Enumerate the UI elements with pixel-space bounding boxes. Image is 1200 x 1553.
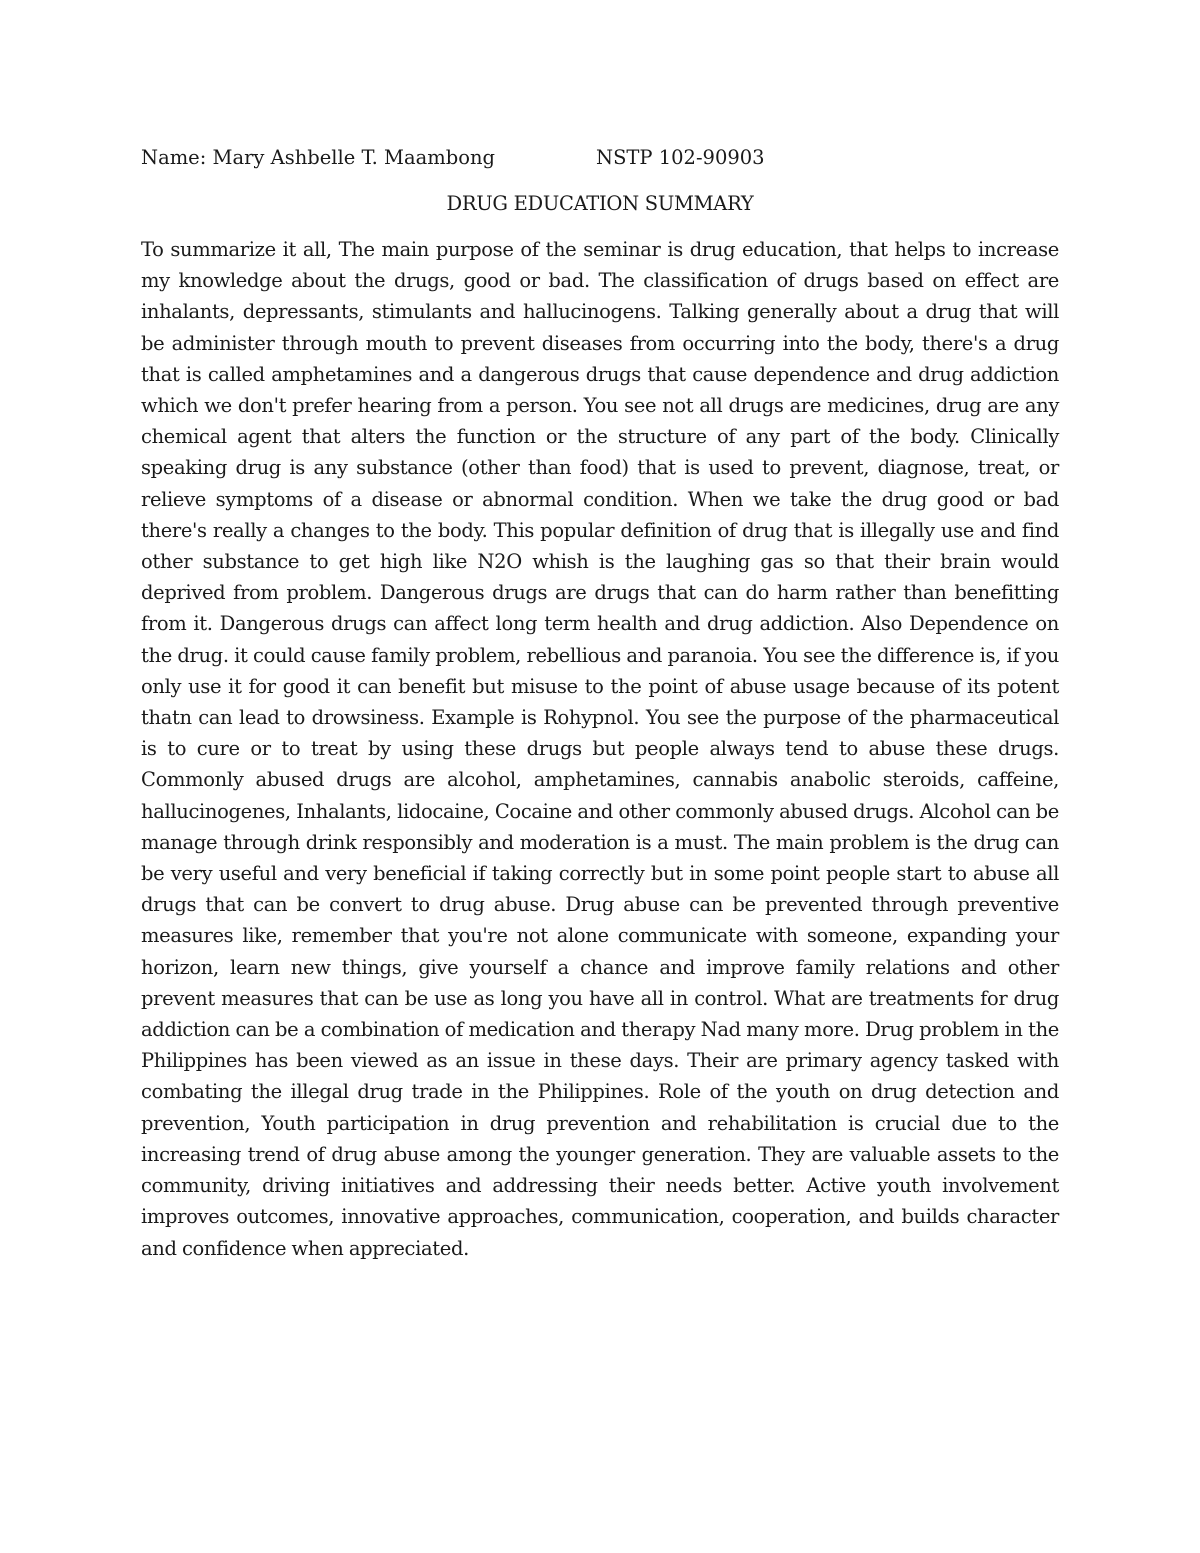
student-name: Name: Mary Ashbelle T. Maambong bbox=[141, 146, 496, 169]
summary-paragraph: To summarize it all, The main purpose of the seminar is drug education, that helps to increase my knowledge about the drugs, good or bad. The classification of drugs based on effect are inhalants, depressants, stimulants and hallucinogens. Talking generally about a drug that will be administer through mouth to prevent diseases from occurring into the body, there's a drug that is called amphetamines and a dangerous drugs that cause dependence and drug addiction which we don't prefer hearing from a person. You see not all drugs are medicines, drug are any chemical agent that alters the function or the structure of any part of the body. Clinically speaking drug is any substance (other than food) that is used to prevent, diagnose, treat, or relieve symptoms of a disease or abnormal condition. When we take the drug good or bad there's really a changes to the body. This popular definition of drug that is illegally use and find other substance to get high like N2O whish is the laughing gas so that their brain would deprived from problem. Dangerous drugs are drugs that can do harm rather than benefitting from it. Dangerous drugs can affect long term health and drug addiction. Also Dependence on the drug. it could cause family problem, rebellious and paranoia. You see the difference is, if you only use it for good it can benefit but misuse to the point of abuse usage because of its potent thatn can lead to drowsiness. Example is Rohypnol. You see the purpose of the pharmaceutical is to cure or to treat by using these drugs but people always tend to abuse these drugs. Commonly abused drugs are alcohol, amphetamines, cannabis anabolic steroids, caffeine, hallucinogenes, Inhalants, lidocaine, Cocaine and other commonly abused drugs. Alcohol can be manage through drink responsibly and moderation is a must. The main problem is the drug can be very useful and very beneficial if taking correctly but in some point people start to abuse all drugs that can be convert to drug abuse. Drug abuse can be prevented through preventive measures like, remember that you're not alone communicate with someone, expanding your horizon, learn new things, give yourself a chance and improve family relations and other prevent measures that can be use as long you have all in control. What are treatments for drug addiction can be a combination of medication and therapy Nad many more. Drug problem in the Philippines has been viewed as an issue in these days. Their are primary agency tasked with combating the illegal drug trade in the Philippines. Role of the youth on drug detection and prevention, Youth participation in drug prevention and rehabilitation is crucial due to the increasing trend of drug abuse among the younger generation. They are valuable assets to the community, driving initiatives and addressing their needs better. Active youth involvement improves outcomes, innovative approaches, communication, cooperation, and builds character and confidence when appreciated. bbox=[141, 238, 1059, 1260]
header-line bbox=[141, 142, 1061, 174]
course-code: NSTP 102-90903 bbox=[596, 146, 765, 169]
document-title: DRUG EDUCATION SUMMARY bbox=[446, 192, 754, 215]
